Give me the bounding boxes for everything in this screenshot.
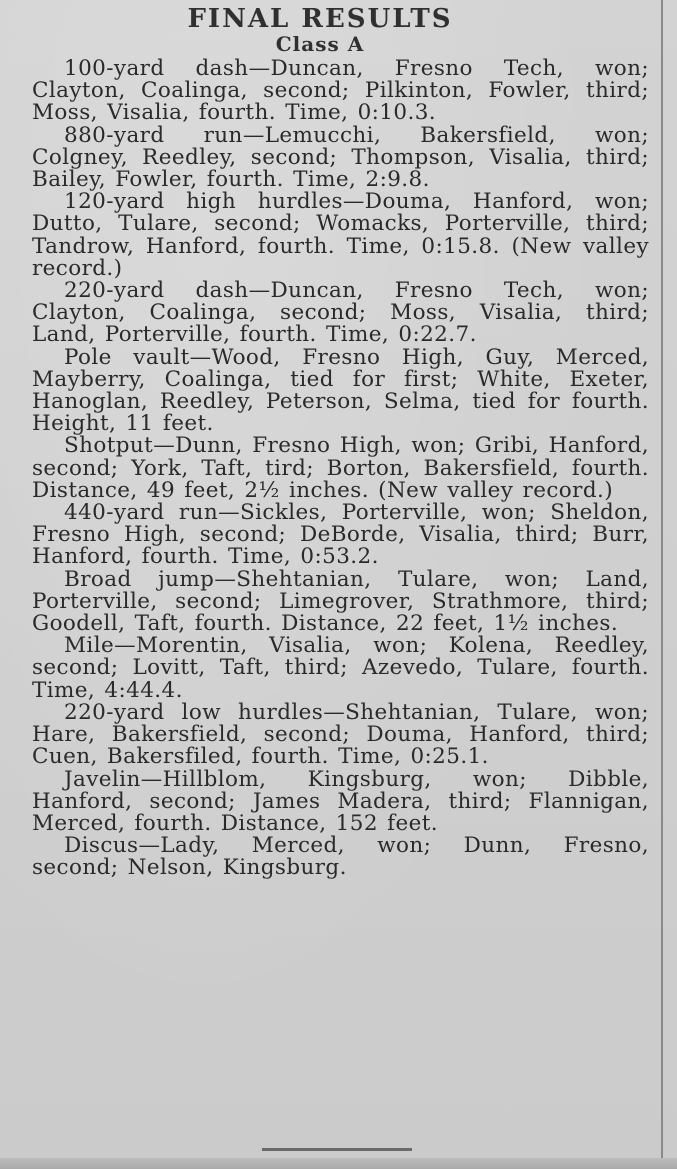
section-divider [262,1148,412,1151]
event-name: Pole vault [64,344,190,370]
event-name: Mile [64,633,115,659]
results-column [32,58,649,880]
event-name: 220-yard low hurdles [64,699,324,725]
event-name: 880-yard run [64,122,243,148]
clipping-bottom-edge [0,1158,677,1169]
result-entry [32,699,649,770]
event-name: 220-yard dash [64,278,249,304]
column-rule [661,0,663,1169]
event-results: —Morentin, Visalia, won; Kolena, Reedley, second; Lovitt, Taft, third; Azevedo, Tulare, fourth. Time, 4:44.4. [32,633,649,703]
result-entry [32,502,649,569]
event-name: Broad jump [64,566,215,592]
result-entry [32,191,649,280]
event-name: 440-yard run [64,500,219,526]
event-name: Discus [64,833,139,859]
event-results: —Sickles, Porterville, won; Sheldon, Fresno High, second; DeBorde, Visalia, third; Burr, Hanford, fourth. Time, 0:53.2. [32,500,649,570]
result-entry [32,835,649,879]
result-entry [32,766,649,836]
result-entry [32,58,649,125]
event-results: —Duncan, Fresno Tech, won; Clayton, Coalinga, second; Moss, Visalia, third; Land, Porterville, fourth. Time, 0:22.7. [32,278,649,348]
result-entry [32,344,649,437]
result-entry [32,122,649,193]
event-results: —Hillblom, Kingsburg, won; Dibble, Hanford, second; James Madera, third; Flannigan, Merced, fourth. Distance, 152 feet. [32,766,649,836]
section-title: FINAL RESULTS [187,4,453,34]
class-subtitle: Class A [275,32,365,56]
event-name: Javelin [64,766,141,792]
event-results: —Douma, Hanford, won; Dutto, Tulare, second; Womacks, Porterville, third; Tandrow, Hanford, fourth. Time, 0:15.8. (New valley record.) [32,189,649,281]
event-results: —Dunn, Fresno High, won; Gribi, Hanford, second; York, Taft, tird; Borton, Bakersfield, fourth. Distance, 49 feet, 2½ inches. (New valley record.) [32,433,649,503]
event-results: —Shehtanian, Tulare, won; Hare, Bakersfield, second; Douma, Hanford, third; Cuen, Bakersfiled, fourth. Time, 0:25.1. [32,699,649,770]
event-name: Shotput [64,433,154,459]
event-results: —Wood, Fresno High, Guy, Merced, Mayberry, Coalinga, tied for first; White, Exeter, Hanoglan, Reedley, Peterson, Selma, tied for fourth. Height, 11 feet. [32,344,649,437]
event-name: 100-yard dash [64,56,249,81]
event-results: —Lemucchi, Bakersfield, won; Colgney, Reedley, second; Thompson, Visalia, third; Bailey, Fowler, fourth. Time, 2:9.8. [32,122,649,193]
event-results: —Lady, Merced, won; Dunn, Fresno, second; Nelson, Kingsburg. [32,833,649,881]
event-name: 120-yard high hurdles [64,189,343,215]
result-entry [32,280,649,347]
result-entry [32,566,649,637]
result-entry [32,635,649,702]
event-results: —Shehtanian, Tulare, won; Land, Porterville, second; Limegrover, Strathmore, third; Goodell, Taft, fourth. Distance, 22 feet, 1½ inches. [32,566,649,637]
result-entry [32,435,649,502]
event-results: —Duncan, Fresno Tech, won; Clayton, Coalinga, second; Pilkinton, Fowler, third; Moss, Visalia, fourth. Time, 0:10.3. [32,56,649,126]
